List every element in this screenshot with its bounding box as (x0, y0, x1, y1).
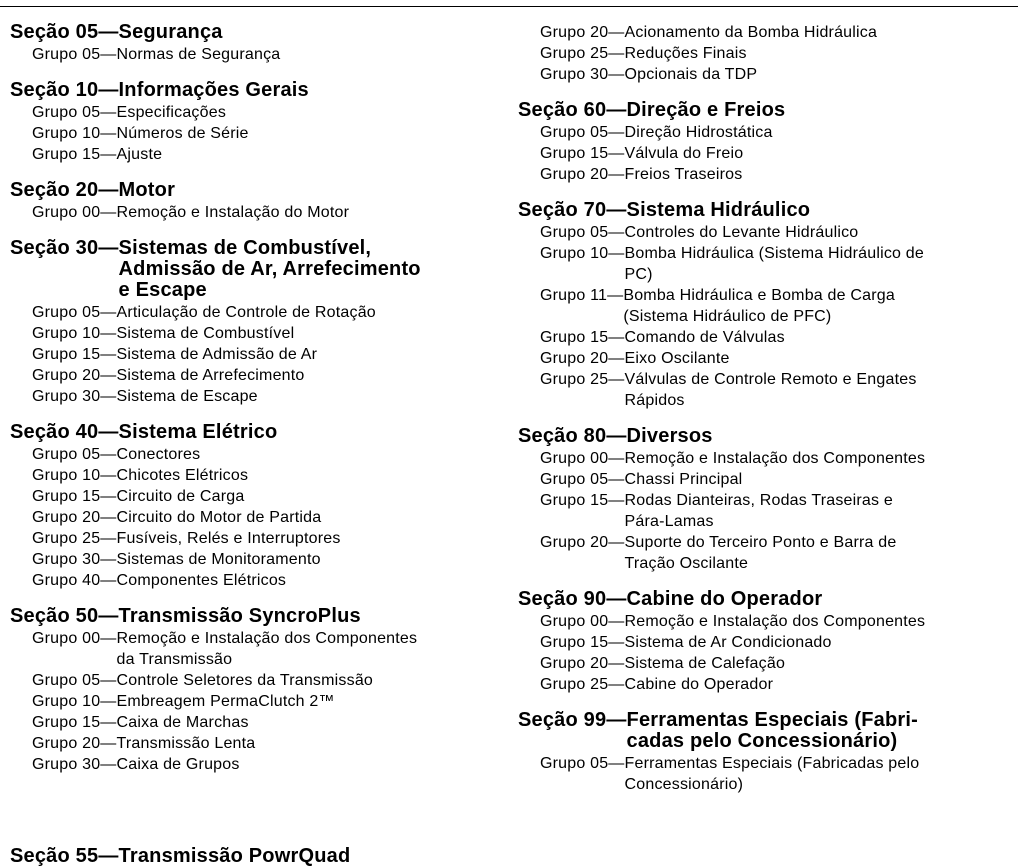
group-number: Grupo 15— (32, 346, 117, 363)
group-entry[interactable] (518, 632, 1008, 653)
group-entry[interactable] (10, 712, 500, 733)
section-name: Informações Gerais (118, 79, 309, 101)
group-name: Cabine do Operador (624, 676, 774, 693)
group-name: Transmissão Lenta (116, 735, 256, 752)
group-name: Bomba Hidráulica e Bomba de Carga (Sistema Hidráulico de PFC) (623, 287, 895, 325)
group-number: Grupo 05— (540, 124, 625, 141)
group-name: Circuito de Carga (116, 488, 245, 505)
group-entry[interactable] (10, 344, 500, 365)
group-name: Chicotes Elétricos (116, 467, 249, 484)
section-title[interactable] (10, 422, 500, 443)
toc-left-column (10, 22, 500, 790)
toc-section (518, 200, 1008, 411)
group-entry[interactable] (518, 164, 1008, 185)
group-entry[interactable] (10, 691, 500, 712)
group-name: Embreagem PermaClutch 2™ (116, 693, 335, 710)
group-number: Grupo 25— (32, 530, 117, 547)
group-entry[interactable] (10, 302, 500, 323)
group-name: Números de Série (116, 125, 249, 142)
section-name: Segurança (118, 21, 223, 43)
group-entry[interactable] (518, 348, 1008, 369)
group-name: Sistema de Combustível (116, 325, 295, 342)
section-title[interactable] (10, 22, 500, 43)
group-name: Circuito do Motor de Partida (116, 509, 322, 526)
group-entry[interactable] (518, 611, 1008, 632)
group-entry[interactable] (10, 144, 500, 165)
group-name: Suporte do Terceiro Ponto e Barra de Tração Oscilante (624, 534, 897, 572)
section-number: Seção 50— (10, 605, 119, 627)
group-number: Grupo 20— (540, 350, 625, 367)
group-number: Grupo 05— (32, 104, 117, 121)
section-name: Diversos (626, 425, 713, 447)
group-name: Normas de Segurança (116, 46, 281, 63)
group-number: Grupo 15— (540, 634, 625, 651)
toc-section (10, 180, 500, 223)
section-number: Seção 10— (10, 79, 119, 101)
group-entry[interactable] (10, 323, 500, 344)
group-number: Grupo 20— (540, 166, 625, 183)
group-name: Válvula do Freio (624, 145, 744, 162)
group-number: Grupo 10— (32, 325, 117, 342)
group-number: Grupo 11— (540, 287, 624, 304)
group-number: Grupo 15— (32, 488, 117, 505)
group-name: Direção Hidrostática (624, 124, 773, 141)
group-entry[interactable] (518, 143, 1008, 164)
group-entry[interactable] (10, 549, 500, 570)
group-name: Conectores (116, 446, 201, 463)
group-number: Grupo 20— (32, 509, 117, 526)
section-number: Seção 70— (518, 199, 627, 221)
group-name: Freios Traseiros (624, 166, 743, 183)
toc-section (518, 426, 1008, 574)
group-entry[interactable] (10, 507, 500, 528)
group-entry[interactable] (10, 528, 500, 549)
group-entry[interactable] (518, 285, 1008, 327)
group-name: Controle Seletores da Transmissão (116, 672, 374, 689)
group-name: Caixa de Grupos (116, 756, 240, 773)
group-number: Grupo 10— (32, 467, 117, 484)
group-entry[interactable] (518, 327, 1008, 348)
group-name: Remoção e Instalação do Motor (116, 204, 350, 221)
toc-section (518, 710, 1008, 795)
group-entry[interactable] (518, 369, 1008, 411)
section-title[interactable] (518, 589, 1008, 610)
group-name: Caixa de Marchas (116, 714, 249, 731)
group-name: Ferramentas Especiais (Fabricadas pelo Concessionário) (624, 755, 920, 793)
group-number: Grupo 20— (540, 655, 625, 672)
group-name: Comando de Válvulas (624, 329, 785, 346)
group-entry[interactable] (10, 202, 500, 223)
section-title[interactable] (518, 100, 1008, 121)
group-number: Grupo 05— (540, 224, 625, 241)
group-entry[interactable] (10, 754, 500, 775)
section-name: Sistema Elétrico (118, 421, 278, 443)
group-entry[interactable] (10, 733, 500, 754)
group-name: Sistema de Admissão de Ar (116, 346, 318, 363)
section-title[interactable] (10, 180, 500, 201)
group-number: Grupo 25— (540, 676, 625, 693)
group-number: Grupo 05— (32, 672, 117, 689)
group-name: Sistema de Ar Condicionado (624, 634, 832, 651)
group-name: Remoção e Instalação dos Componentes (624, 613, 926, 630)
group-number: Grupo 10— (540, 245, 625, 262)
section-number: Seção 60— (518, 99, 627, 121)
toc-section (10, 80, 500, 165)
group-name: Sistemas de Monitoramento (116, 551, 321, 568)
section-name: Direção e Freios (626, 99, 786, 121)
group-name: Controles do Levante Hidráulico (624, 224, 859, 241)
group-number: Grupo 30— (32, 388, 117, 405)
section-name: Motor (118, 179, 176, 201)
group-entry[interactable] (518, 469, 1008, 490)
section-number: Seção 20— (10, 179, 119, 201)
group-name: Remoção e Instalação dos Componentes da Transmissão (116, 630, 418, 668)
section-number: Seção 99— (518, 709, 627, 731)
group-entry[interactable] (10, 444, 500, 465)
group-entry[interactable] (518, 753, 1008, 795)
group-number: Grupo 00— (540, 450, 625, 467)
group-number: Grupo 20— (32, 735, 117, 752)
section-number: Seção 80— (518, 425, 627, 447)
group-name: Válvulas de Controle Remoto e Engates Rápidos (624, 371, 917, 409)
group-number: Grupo 10— (32, 693, 117, 710)
group-number: Grupo 05— (32, 46, 117, 63)
group-name: Opcionais da TDP (624, 66, 758, 83)
group-number: Grupo 05— (32, 304, 117, 321)
group-entry[interactable] (518, 222, 1008, 243)
section-title[interactable] (518, 710, 1008, 752)
toc-section (10, 606, 500, 775)
toc-section (518, 100, 1008, 185)
top-rule (0, 6, 1018, 7)
group-number: Grupo 15— (32, 146, 117, 163)
group-name: Articulação de Controle de Rotação (116, 304, 376, 321)
group-entry[interactable] (10, 670, 500, 691)
section-number: Seção 30— (10, 237, 119, 259)
group-number: Grupo 15— (540, 329, 625, 346)
group-entry[interactable] (10, 465, 500, 486)
group-number: Grupo 05— (32, 446, 117, 463)
toc-section (10, 22, 500, 65)
section-title[interactable] (10, 238, 500, 301)
group-number: Grupo 20— (32, 367, 117, 384)
group-entry[interactable] (518, 243, 1008, 285)
group-entry[interactable] (518, 43, 1008, 64)
section-name: Sistema Hidráulico (626, 199, 811, 221)
group-number: Grupo 00— (32, 630, 117, 647)
group-name: Fusíveis, Relés e Interruptores (116, 530, 341, 547)
group-name: Ajuste (116, 146, 163, 163)
group-name: Bomba Hidráulica (Sistema Hidráulico de PC) (624, 245, 924, 283)
group-name: Sistema de Calefação (624, 655, 786, 672)
group-entry[interactable] (518, 674, 1008, 695)
section-title[interactable] (10, 606, 500, 627)
toc-right-column (518, 22, 1008, 810)
group-number: Grupo 05— (540, 755, 625, 772)
group-entry[interactable] (518, 122, 1008, 143)
group-number: Grupo 00— (32, 204, 117, 221)
group-number: Grupo 25— (540, 371, 625, 388)
group-entry[interactable] (10, 123, 500, 144)
group-name: Remoção e Instalação dos Componentes (624, 450, 926, 467)
group-number: Grupo 15— (540, 145, 625, 162)
group-name: Sistema de Arrefecimento (116, 367, 305, 384)
group-name: Sistema de Escape (116, 388, 258, 405)
group-name: Eixo Oscilante (624, 350, 730, 367)
group-number: Grupo 30— (32, 551, 117, 568)
section-name: Ferramentas Especiais (Fabri- cadas pelo Concessionário) (626, 709, 919, 752)
section-number: Seção 90— (518, 588, 627, 610)
group-entry[interactable] (518, 490, 1008, 532)
group-number: Grupo 20— (540, 534, 625, 551)
group-number: Grupo 30— (32, 756, 117, 773)
section-55-title-clipped: Seção 55—Transmissão PowrQuad (10, 845, 351, 867)
group-entry[interactable] (10, 44, 500, 65)
section-name: Sistemas de Combustível, Admissão de Ar, Arrefecimento e Escape (118, 237, 421, 301)
group-entry[interactable] (10, 386, 500, 407)
group-number: Grupo 25— (540, 45, 625, 62)
group-entry[interactable] (518, 64, 1008, 85)
group-name: Rodas Dianteiras, Rodas Traseiras e Pára-Lamas (624, 492, 893, 530)
section-number: Seção 40— (10, 421, 119, 443)
group-number: Grupo 20— (540, 24, 625, 41)
group-number: Grupo 15— (540, 492, 625, 509)
group-entry[interactable] (10, 628, 500, 670)
group-entry[interactable] (518, 653, 1008, 674)
group-number: Grupo 15— (32, 714, 117, 731)
group-number: Grupo 40— (32, 572, 117, 589)
group-name: Especificações (116, 104, 227, 121)
group-entry[interactable] (10, 570, 500, 591)
toc-section (10, 422, 500, 591)
section-title[interactable] (518, 200, 1008, 221)
section-name: Cabine do Operador (626, 588, 823, 610)
group-entry[interactable] (518, 448, 1008, 469)
group-number: Grupo 30— (540, 66, 625, 83)
group-entry[interactable] (518, 532, 1008, 574)
section-name: Transmissão SyncroPlus (118, 605, 361, 627)
group-name: Acionamento da Bomba Hidráulica (624, 24, 878, 41)
group-number: Grupo 10— (32, 125, 117, 142)
group-entry[interactable] (10, 486, 500, 507)
group-entry[interactable] (518, 22, 1008, 43)
group-name: Reduções Finais (624, 45, 747, 62)
group-number: Grupo 00— (540, 613, 625, 630)
toc-section (10, 238, 500, 407)
group-entry[interactable] (10, 365, 500, 386)
section-title[interactable] (10, 80, 500, 101)
group-name: Chassi Principal (624, 471, 743, 488)
group-name: Componentes Elétricos (116, 572, 287, 589)
section-number: Seção 05— (10, 21, 119, 43)
section-title[interactable] (518, 426, 1008, 447)
toc-section (518, 22, 1008, 85)
group-entry[interactable] (10, 102, 500, 123)
group-number: Grupo 05— (540, 471, 625, 488)
toc-section (518, 589, 1008, 695)
